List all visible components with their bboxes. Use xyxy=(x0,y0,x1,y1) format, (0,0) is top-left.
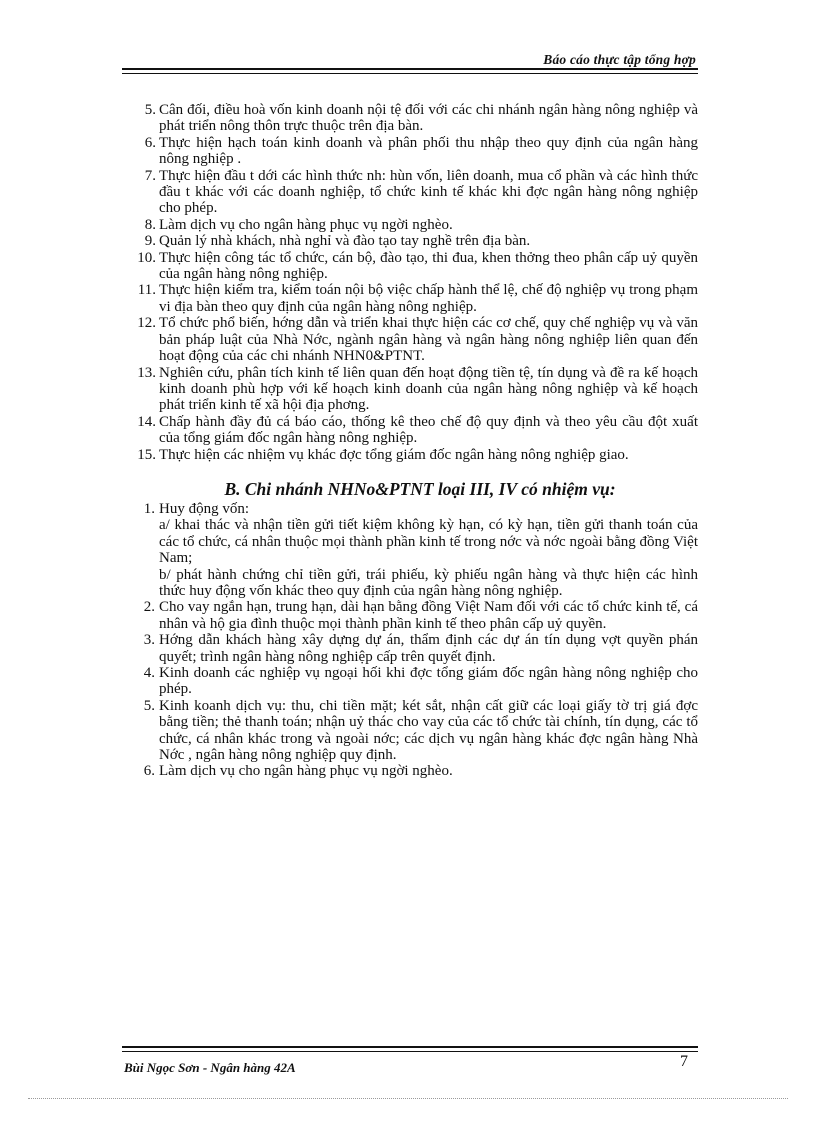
section-b-heading: B. Chi nhánh NHNo&PTNT loại III, IV có nhiệm vụ: xyxy=(224,478,616,499)
list-item: 5. Kinh koanh dịch vụ: thu, chi tiền mặt; két sắt, nhận cất giữ các loại giấy tờ trị giá đợc bằng tiền; thẻ thanh toán; nhận uỷ thác cho vay của các tổ chức tài chính, tín dụng, các tổ chức, cá nhân khác trong và ngoài nớc; các dịch vụ ngân hàng khác đợc ngân hàng Nhà Nớc , ngân hàng nông nghiệp quy định. xyxy=(143,697,698,764)
list-item: 13. Nghiên cứu, phân tích kinh tế liên quan đến hoạt động tiền tệ, tín dụng và đề ra kế hoạch kinh doanh phù hợp với kế hoạch kinh doanh của ngân hàng nông nghiệp và kế hoạch phát triển kinh tế xã hội địa phơng. xyxy=(137,364,698,414)
list-item: 7. Thực hiện đầu t dới các hình thức nh: hùn vốn, liên doanh, mua cổ phần và các hình thức đầu t khác với các doanh nghiệp, tổ chức kinh tế khác khi đợc ngân hàng nông nghiệp cho phép. xyxy=(144,167,698,217)
list-item: 8. Làm dịch vụ cho ngân hàng phục vụ ngời nghèo. xyxy=(144,216,453,233)
list-item: 1. Huy động vốn: a/ khai thác và nhận tiền gửi tiết kiệm không kỳ hạn, có kỳ hạn, tiền gửi thanh toán của các tổ chức, cá nhân thuộc mọi thành phần kinh tế trong nớc và nớc ngoài bằng đồng Việt Nam; b/ phát hành chứng chỉ tiền gửi, trái phiếu, kỳ phiếu ngân hàng và thực hiện các hình thức huy động vốn khác theo quy định của ngân hàng nông nghiệp. xyxy=(143,500,698,599)
duty-list-b xyxy=(122,501,698,780)
sub-item-a: a/ khai thác và nhận tiền gửi tiết kiệm không kỳ hạn, có kỳ hạn, tiền gửi thanh toán của các tổ chức, cá nhân thuộc mọi thành phần kinh tế trong nớc và nớc ngoài bằng đồng Việt Nam; xyxy=(159,517,698,567)
list-item: 14. Chấp hành đầy đủ cá báo cáo, thống kê theo chế độ quy định và theo yêu cầu đột xuất của tổng giám đốc ngân hàng nông nghiệp. xyxy=(137,413,698,447)
list-item: 5. Cân đối, điều hoà vốn kinh doanh nội tệ đối với các chi nhánh ngân hàng nông nghiệp và phát triển nông thôn trực thuộc trên địa bàn. xyxy=(144,102,698,135)
footer-rule xyxy=(122,1046,698,1052)
list-item: 9. Quản lý nhà khách, nhà nghỉ và đào tạo tay nghề trên địa bàn. xyxy=(144,233,531,250)
list-item: 6. Thực hiện hạch toán kinh doanh và phân phối thu nhập theo quy định của ngân hàng nông nghiệp . xyxy=(144,134,698,168)
list-item: 11. Thực hiện kiểm tra, kiểm toán nội bộ việc chấp hành thể lệ, chế độ nghiệp vụ trong phạm vi địa bàn theo quy định của ngân hàng nông nghiệp. xyxy=(137,282,698,315)
list-item: 12. Tổ chức phổ biến, hớng dẫn và triển khai thực hiện các cơ chế, quy chế nghiệp vụ và văn bản pháp luật của Nhà Nớc, ngành ngân hàng và ngân hàng nông nghiệp liên quan đến hoạt động của các chi nhánh NHN0&PTNT. xyxy=(137,315,698,365)
list-item: 10. Thực hiện công tác tổ chức, cán bộ, đào tạo, thi đua, khen thởng theo phân cấp uỷ quyền của ngân hàng nông nghiệp. xyxy=(137,249,698,283)
header-title: Báo cáo thực tập tổng hợp xyxy=(543,52,696,67)
sub-item-b: b/ phát hành chứng chỉ tiền gửi, trái phiếu, kỳ phiếu ngân hàng và thực hiện các hình thức huy động vốn khác theo quy định của ngân hàng nông nghiệp. xyxy=(159,566,698,599)
page-bottom-divider xyxy=(28,1098,788,1099)
page-content xyxy=(122,102,698,780)
page-header xyxy=(122,44,698,68)
header-rule xyxy=(122,68,698,74)
list-item: 2. Cho vay ngắn hạn, trung hạn, dài hạn bằng đồng Việt Nam đối với các tổ chức kinh tế, cá nhân và hộ gia đình thuộc mọi thành phần kinh tế theo phân cấp uỷ quyền. xyxy=(143,599,698,632)
page-number: 7 xyxy=(680,1053,688,1070)
list-item: 6. Làm dịch vụ cho ngân hàng phục vụ ngời nghèo. xyxy=(143,763,453,780)
duty-list-a xyxy=(122,102,698,463)
footer-author: Bùi Ngọc Sơn - Ngân hàng 42A xyxy=(124,1060,296,1075)
list-item: 15. Thực hiện các nhiệm vụ khác đợc tổng giám đốc ngân hàng nông nghiệp giao. xyxy=(137,446,629,463)
list-item: 4. Kinh doanh các nghiệp vụ ngoại hối khi đợc tổng giám đốc ngân hàng nông nghiệp cho phép. xyxy=(143,665,698,698)
list-item: 3. Hớng dẫn khách hàng xây dựng dự án, thẩm định các dự án tín dụng vợt quyền phán quyết; trình ngân hàng nông nghiệp cấp trên quyết định. xyxy=(143,632,698,665)
